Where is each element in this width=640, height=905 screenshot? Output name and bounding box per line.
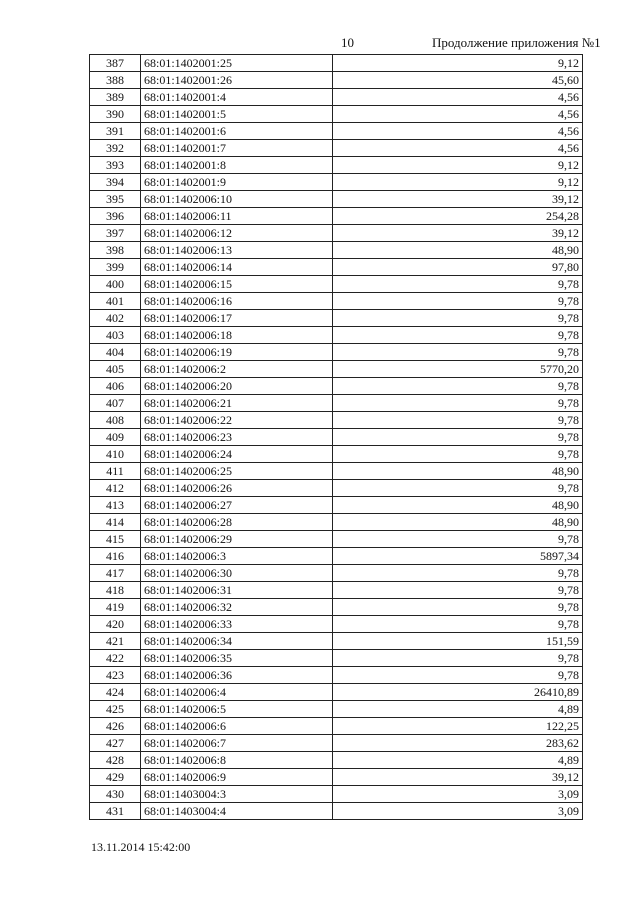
table-row <box>90 259 583 276</box>
table-row <box>90 599 583 616</box>
row-value: 9,78 <box>333 599 583 616</box>
row-number: 403 <box>90 327 141 344</box>
row-value: 45,60 <box>333 72 583 89</box>
row-number: 407 <box>90 395 141 412</box>
cadastral-number: 68:01:1402006:9 <box>141 769 333 786</box>
row-value: 3,09 <box>333 786 583 803</box>
row-value: 9,78 <box>333 650 583 667</box>
table-row <box>90 633 583 650</box>
row-number: 428 <box>90 752 141 769</box>
row-number: 394 <box>90 174 141 191</box>
table-row <box>90 497 583 514</box>
cadastral-number: 68:01:1402006:36 <box>141 667 333 684</box>
row-number: 389 <box>90 89 141 106</box>
table-row <box>90 735 583 752</box>
cadastral-number: 68:01:1402006:12 <box>141 225 333 242</box>
cadastral-number: 68:01:1402006:32 <box>141 599 333 616</box>
cadastral-number: 68:01:1402006:23 <box>141 429 333 446</box>
table-row <box>90 650 583 667</box>
row-number: 387 <box>90 55 141 72</box>
row-number: 410 <box>90 446 141 463</box>
table-row <box>90 310 583 327</box>
cadastral-number: 68:01:1402006:18 <box>141 327 333 344</box>
table-row <box>90 293 583 310</box>
cadastral-number: 68:01:1402001:8 <box>141 157 333 174</box>
cadastral-number: 68:01:1402006:2 <box>141 361 333 378</box>
row-value: 9,12 <box>333 174 583 191</box>
row-value: 9,78 <box>333 293 583 310</box>
row-number: 418 <box>90 582 141 599</box>
cadastral-number: 68:01:1402006:22 <box>141 412 333 429</box>
cadastral-number: 68:01:1402006:14 <box>141 259 333 276</box>
row-value: 9,78 <box>333 412 583 429</box>
cadastral-number: 68:01:1402006:13 <box>141 242 333 259</box>
row-value: 9,78 <box>333 446 583 463</box>
row-value: 122,25 <box>333 718 583 735</box>
row-value: 9,78 <box>333 480 583 497</box>
cadastral-number: 68:01:1402006:6 <box>141 718 333 735</box>
cadastral-number: 68:01:1402006:27 <box>141 497 333 514</box>
table-row <box>90 344 583 361</box>
table-row <box>90 208 583 225</box>
row-value: 97,80 <box>333 259 583 276</box>
row-number: 425 <box>90 701 141 718</box>
cadastral-number: 68:01:1402001:5 <box>141 106 333 123</box>
table-row <box>90 803 583 820</box>
table-row <box>90 514 583 531</box>
table-row <box>90 616 583 633</box>
cadastral-number: 68:01:1402006:21 <box>141 395 333 412</box>
row-value: 4,56 <box>333 89 583 106</box>
table-row <box>90 701 583 718</box>
cadastral-number: 68:01:1402006:19 <box>141 344 333 361</box>
cadastral-number: 68:01:1402006:16 <box>141 293 333 310</box>
row-number: 411 <box>90 463 141 480</box>
row-value: 9,12 <box>333 55 583 72</box>
row-value: 9,78 <box>333 395 583 412</box>
cadastral-number: 68:01:1402006:4 <box>141 684 333 701</box>
row-number: 404 <box>90 344 141 361</box>
table-row <box>90 480 583 497</box>
table-row <box>90 446 583 463</box>
row-value: 9,78 <box>333 582 583 599</box>
row-number: 395 <box>90 191 141 208</box>
table-row <box>90 412 583 429</box>
row-value: 4,56 <box>333 140 583 157</box>
row-number: 429 <box>90 769 141 786</box>
row-number: 400 <box>90 276 141 293</box>
row-number: 393 <box>90 157 141 174</box>
row-number: 405 <box>90 361 141 378</box>
row-value: 3,09 <box>333 803 583 820</box>
table-row <box>90 718 583 735</box>
cadastral-number: 68:01:1402006:3 <box>141 548 333 565</box>
row-number: 424 <box>90 684 141 701</box>
table-row <box>90 548 583 565</box>
row-number: 423 <box>90 667 141 684</box>
cadastral-number: 68:01:1402006:33 <box>141 616 333 633</box>
table-row <box>90 106 583 123</box>
row-value: 9,78 <box>333 276 583 293</box>
row-value: 48,90 <box>333 463 583 480</box>
table-row <box>90 89 583 106</box>
row-value: 9,78 <box>333 565 583 582</box>
table-row <box>90 531 583 548</box>
table-row <box>90 55 583 72</box>
table-row <box>90 157 583 174</box>
row-number: 416 <box>90 548 141 565</box>
row-number: 414 <box>90 514 141 531</box>
row-value: 4,56 <box>333 106 583 123</box>
row-number: 417 <box>90 565 141 582</box>
row-number: 419 <box>90 599 141 616</box>
row-value: 9,78 <box>333 310 583 327</box>
row-number: 409 <box>90 429 141 446</box>
row-value: 9,78 <box>333 429 583 446</box>
table-row <box>90 378 583 395</box>
row-value: 48,90 <box>333 497 583 514</box>
row-value: 39,12 <box>333 191 583 208</box>
table-row <box>90 582 583 599</box>
row-number: 397 <box>90 225 141 242</box>
table-row <box>90 395 583 412</box>
row-number: 427 <box>90 735 141 752</box>
row-value: 39,12 <box>333 769 583 786</box>
cadastral-number: 68:01:1402001:25 <box>141 55 333 72</box>
table-row <box>90 242 583 259</box>
row-value: 39,12 <box>333 225 583 242</box>
cadastral-number: 68:01:1402001:7 <box>141 140 333 157</box>
cadastral-number: 68:01:1402006:20 <box>141 378 333 395</box>
table-row <box>90 174 583 191</box>
row-number: 426 <box>90 718 141 735</box>
row-value: 48,90 <box>333 242 583 259</box>
table-row <box>90 123 583 140</box>
table-row <box>90 140 583 157</box>
row-number: 388 <box>90 72 141 89</box>
table-row <box>90 191 583 208</box>
cadastral-number: 68:01:1402001:26 <box>141 72 333 89</box>
table-row <box>90 72 583 89</box>
row-number: 396 <box>90 208 141 225</box>
row-value: 9,78 <box>333 667 583 684</box>
row-value: 4,89 <box>333 701 583 718</box>
registry-table-body <box>90 55 583 820</box>
row-number: 406 <box>90 378 141 395</box>
row-value: 9,78 <box>333 531 583 548</box>
cadastral-number: 68:01:1402006:29 <box>141 531 333 548</box>
row-number: 415 <box>90 531 141 548</box>
table-row <box>90 786 583 803</box>
row-number: 421 <box>90 633 141 650</box>
table-row <box>90 752 583 769</box>
cadastral-number: 68:01:1402006:5 <box>141 701 333 718</box>
row-value: 151,59 <box>333 633 583 650</box>
row-value: 5770,20 <box>333 361 583 378</box>
row-value: 283,62 <box>333 735 583 752</box>
table-row <box>90 429 583 446</box>
table-row <box>90 276 583 293</box>
row-value: 9,78 <box>333 616 583 633</box>
cadastral-number: 68:01:1402006:11 <box>141 208 333 225</box>
row-number: 431 <box>90 803 141 820</box>
table-row <box>90 225 583 242</box>
row-number: 390 <box>90 106 141 123</box>
row-value: 5897,34 <box>333 548 583 565</box>
row-number: 398 <box>90 242 141 259</box>
row-value: 48,90 <box>333 514 583 531</box>
cadastral-number: 68:01:1402001:4 <box>141 89 333 106</box>
row-number: 413 <box>90 497 141 514</box>
row-value: 9,78 <box>333 378 583 395</box>
cadastral-number: 68:01:1402006:35 <box>141 650 333 667</box>
table-row <box>90 463 583 480</box>
cadastral-number: 68:01:1402006:15 <box>141 276 333 293</box>
cadastral-number: 68:01:1402006:34 <box>141 633 333 650</box>
row-number: 412 <box>90 480 141 497</box>
cadastral-number: 68:01:1402001:6 <box>141 123 333 140</box>
table-row <box>90 361 583 378</box>
table-row <box>90 684 583 701</box>
print-timestamp: 13.11.2014 15:42:00 <box>91 840 191 854</box>
cadastral-number: 68:01:1402006:26 <box>141 480 333 497</box>
row-value: 9,78 <box>333 344 583 361</box>
continuation-title: Продолжение приложения №1 <box>432 35 601 50</box>
row-number: 420 <box>90 616 141 633</box>
table-row <box>90 565 583 582</box>
cadastral-number: 68:01:1402001:9 <box>141 174 333 191</box>
row-value: 9,78 <box>333 327 583 344</box>
table-row <box>90 769 583 786</box>
cadastral-number: 68:01:1402006:31 <box>141 582 333 599</box>
row-value: 4,89 <box>333 752 583 769</box>
row-number: 392 <box>90 140 141 157</box>
cadastral-number: 68:01:1402006:24 <box>141 446 333 463</box>
row-number: 401 <box>90 293 141 310</box>
cadastral-number: 68:01:1402006:17 <box>141 310 333 327</box>
row-number: 422 <box>90 650 141 667</box>
cadastral-number: 68:01:1402006:30 <box>141 565 333 582</box>
cadastral-number: 68:01:1402006:25 <box>141 463 333 480</box>
page-number: 10 <box>341 35 354 50</box>
registry-table <box>89 54 583 820</box>
row-value: 254,28 <box>333 208 583 225</box>
cadastral-number: 68:01:1402006:7 <box>141 735 333 752</box>
row-number: 391 <box>90 123 141 140</box>
row-value: 4,56 <box>333 123 583 140</box>
cadastral-number: 68:01:1402006:10 <box>141 191 333 208</box>
table-row <box>90 667 583 684</box>
cadastral-number: 68:01:1403004:3 <box>141 786 333 803</box>
cadastral-number: 68:01:1403004:4 <box>141 803 333 820</box>
row-number: 402 <box>90 310 141 327</box>
row-number: 430 <box>90 786 141 803</box>
table-row <box>90 327 583 344</box>
row-value: 26410,89 <box>333 684 583 701</box>
row-value: 9,12 <box>333 157 583 174</box>
row-number: 399 <box>90 259 141 276</box>
row-number: 408 <box>90 412 141 429</box>
cadastral-number: 68:01:1402006:8 <box>141 752 333 769</box>
cadastral-number: 68:01:1402006:28 <box>141 514 333 531</box>
